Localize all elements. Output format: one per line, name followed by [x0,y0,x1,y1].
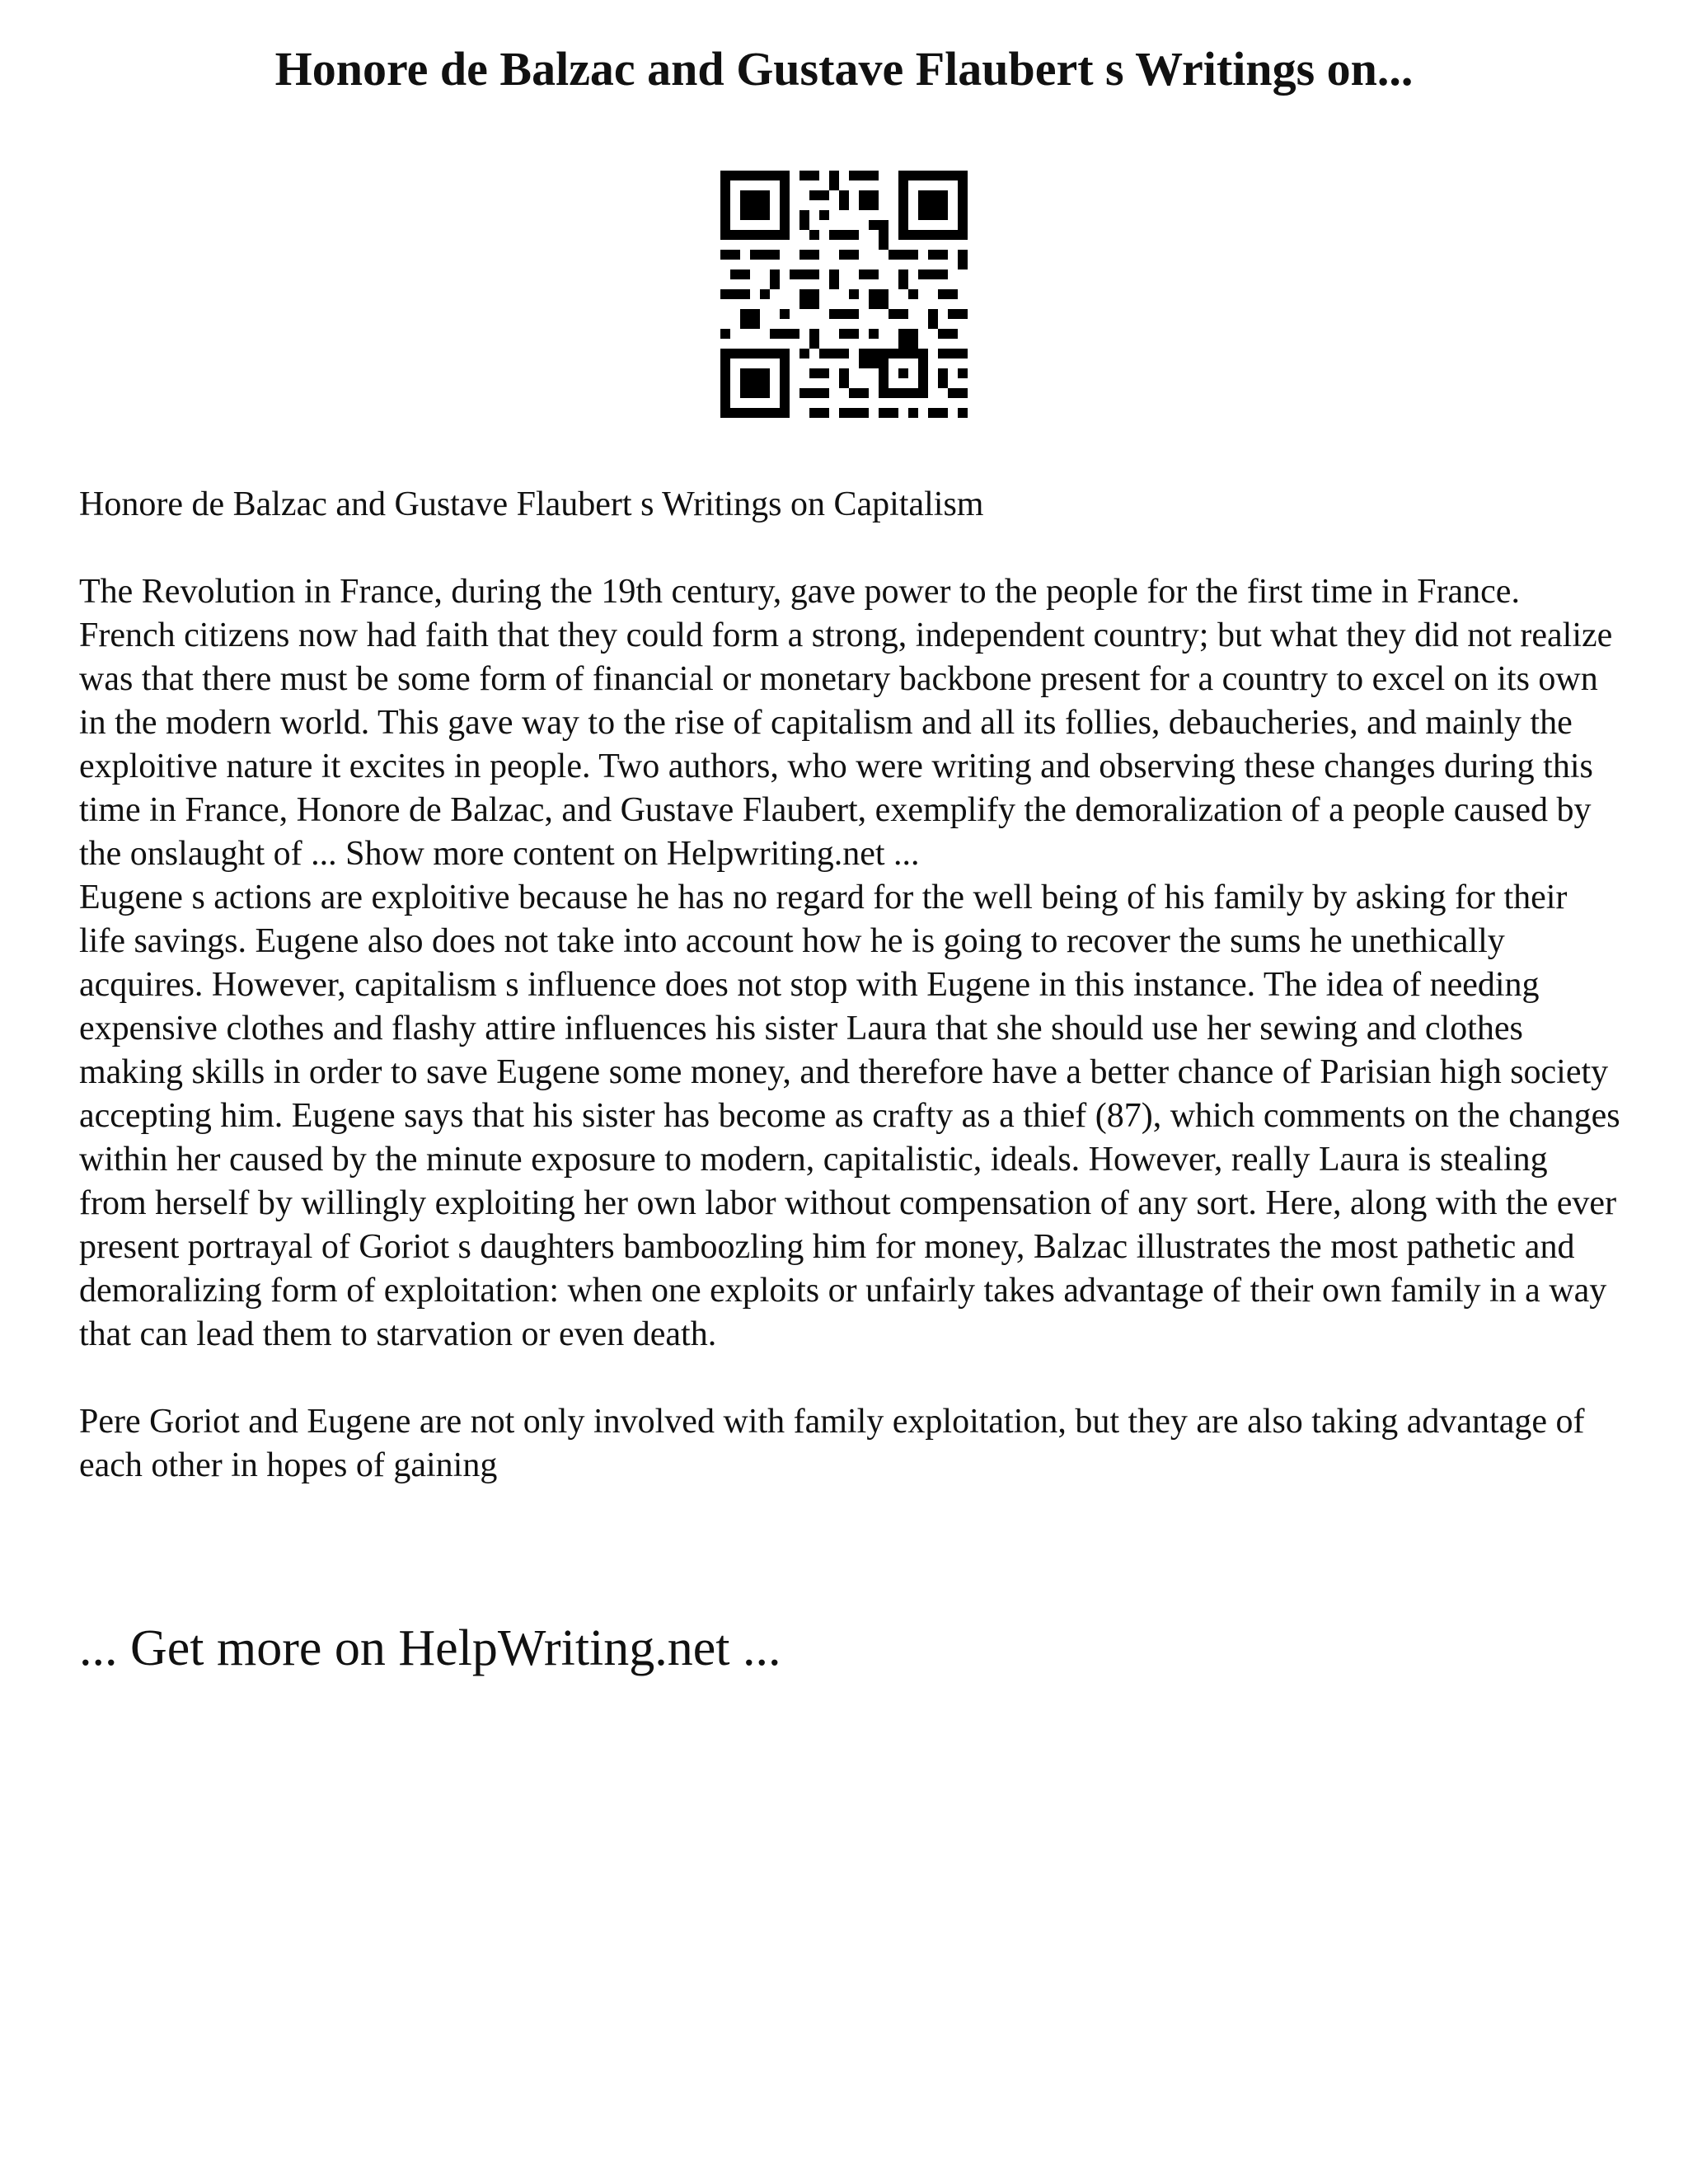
document-subtitle: Honore de Balzac and Gustave Flaubert s Writings on Capitalism [79,485,984,523]
paragraph-goriot: Pere Goriot and Eugene are not only involved with family exploitation, but they are also taking advantage of each other in hopes of gaining [79,1403,1585,1484]
qr-code-icon [720,171,968,418]
document-body [79,483,1620,1488]
get-more-link[interactable]: ... Get more on HelpWriting.net ... [79,1620,781,1676]
paragraph-intro: The Revolution in France, during the 19th century, gave power to the people for the first time in France. French citizens now had faith that they could form a strong, independent country; but what they did not realize was that there must be some form of financial or monetary backbone present for a country to excel on its own in the modern world. This gave way to the rise of capitalism and all its follies, debaucheries, and mainly the exploitive nature it excites in people. Two authors, who were writing and observing these changes during this time in France, Honore de Balzac, and Gustave Flaubert, exemplify the demoralization of a people caused by the onslaught of ... Show more content on Helpwriting.net ... [79,573,1613,873]
document-title: Honore de Balzac and Gustave Flaubert s Writings on... [274,42,1414,96]
paragraph-eugene: Eugene s actions are exploitive because he has no regard for the well being of his family by asking for their life savings. Eugene also does not take into account how he is going to recover the sums he unethically acquires. However, capitalism s influence does not stop with Eugene in this instance. The idea of needing expensive clothes and flashy attire influences his sister Laura that she should use her sewing and clothes making skills in order to save Eugene some money, and therefore have a better chance of Parisian high society accepting him. Eugene says that his sister has become as crafty as a thief (87), which comments on the changes within her caused by the minute exposure to modern, capitalistic, ideals. However, really Laura is stealing from herself by willingly exploiting her own labor without compensation of any sort. Here, along with the ever present portrayal of Goriot s daughters bamboozling him for money, Balzac illustrates the most pathetic and demoralizing form of exploitation: when one exploits or unfairly takes advantage of their own family in a way that can lead them to starvation or even death. [79,879,1620,1353]
